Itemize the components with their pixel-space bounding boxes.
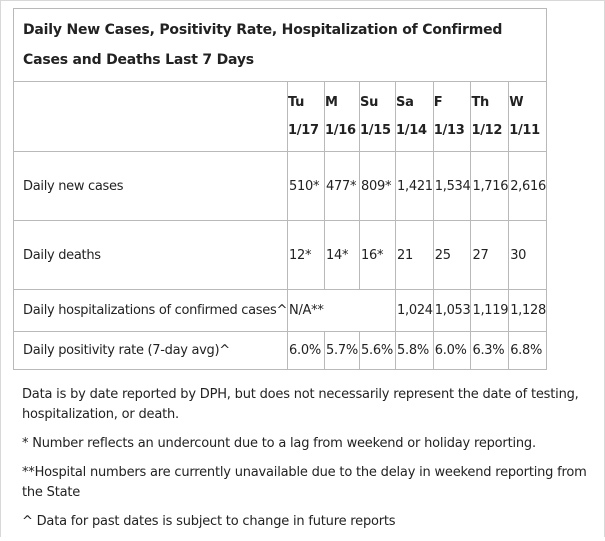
cell-value: 1,421 — [396, 152, 434, 221]
cell-value-na: N/A** — [288, 290, 396, 332]
cell-value: 6.0% — [288, 332, 325, 370]
day-header: Su 1/15 — [360, 82, 396, 152]
day-header: M 1/16 — [325, 82, 360, 152]
cell-value: 510* — [288, 152, 325, 221]
cell-value: 16* — [360, 221, 396, 290]
cell-value: 12* — [288, 221, 325, 290]
title-row — [14, 9, 547, 82]
cell-value: 25 — [433, 221, 471, 290]
cell-value: 6.3% — [471, 332, 509, 370]
cell-value: 30 — [509, 221, 547, 290]
cell-value: 1,119 — [471, 290, 509, 332]
cell-value: 21 — [396, 221, 434, 290]
cell-value: 5.8% — [396, 332, 434, 370]
table-row — [14, 221, 547, 290]
day-header: W 1/11 — [509, 82, 547, 152]
footnote-undercount: * Number reflects an undercount due to a lag from weekend or holiday reporting. — [22, 436, 536, 451]
footnote-hospital: **Hospital numbers are currently unavailable due to the delay in weekend reporting from the State — [22, 465, 587, 500]
cell-value: 6.0% — [433, 332, 471, 370]
row-label: Daily deaths — [14, 221, 288, 290]
cell-value: 5.7% — [325, 332, 360, 370]
cell-value: 1,716 — [471, 152, 509, 221]
cell-value: 1,128 — [509, 290, 547, 332]
cell-value: 6.8% — [509, 332, 547, 370]
cell-value: 27 — [471, 221, 509, 290]
row-label: Daily new cases — [14, 152, 288, 221]
cell-value: 1,053 — [433, 290, 471, 332]
cell-value: 2,616 — [509, 152, 547, 221]
footnotes — [22, 385, 587, 541]
footnote-past-dates: ^ Data for past dates is subject to change in future reports — [22, 514, 396, 529]
cell-value: 14* — [325, 221, 360, 290]
table-row — [14, 332, 547, 370]
day-header: Sa 1/14 — [396, 82, 434, 152]
cell-value: 5.6% — [360, 332, 396, 370]
cell-value: 477* — [325, 152, 360, 221]
row-label: Daily hospitalizations of confirmed cases^ — [14, 290, 288, 332]
header-blank-cell — [14, 82, 288, 152]
footnote-reporting: Data is by date reported by DPH, but does not necessarily represent the date of testing, hospitalization, or death. — [22, 387, 579, 422]
cell-value: 1,024 — [396, 290, 434, 332]
header-row — [14, 82, 547, 152]
table-title: Daily New Cases, Positivity Rate, Hospitalization of Confirmed Cases and Deaths Last 7 Days — [14, 9, 547, 82]
table-row — [14, 290, 547, 332]
day-header: Tu 1/17 — [288, 82, 325, 152]
table-row — [14, 152, 547, 221]
cell-value: 809* — [360, 152, 396, 221]
cell-value: 1,534 — [433, 152, 471, 221]
stats-table — [13, 8, 547, 370]
row-label: Daily positivity rate (7-day avg)^ — [14, 332, 288, 370]
day-header: Th 1/12 — [471, 82, 509, 152]
day-header: F 1/13 — [433, 82, 471, 152]
